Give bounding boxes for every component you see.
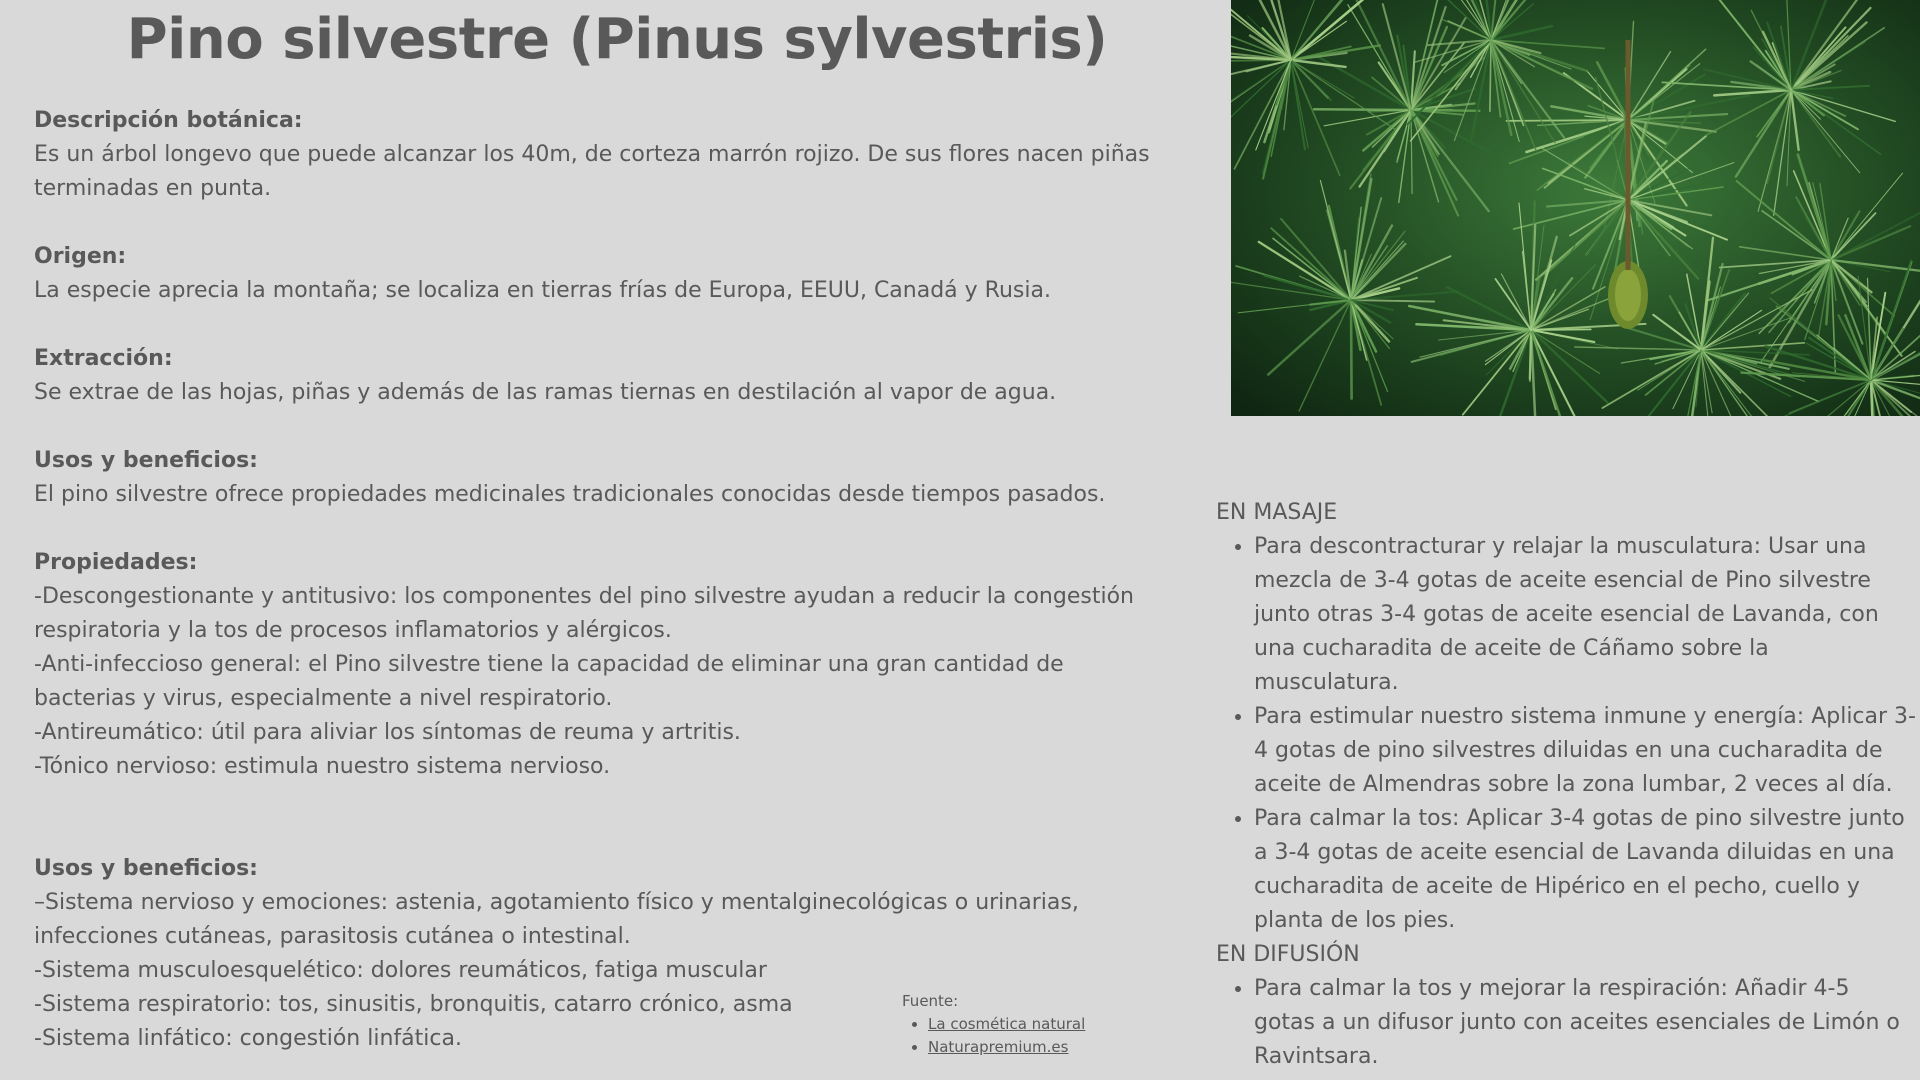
origin-heading: Origen:	[34, 244, 127, 269]
main-content	[34, 104, 1154, 1056]
massage-list	[1216, 530, 1916, 938]
source-item	[928, 1036, 1085, 1059]
list-item: • Para descontracturar y relajar la musculatura: Usar una mezcla de 3-4 gotas de aceite esencial de Pino silvestre junto otras 3-4 gotas de aceite esencial de Lavanda, con una cucharadita de aceite de Cáñamo sobre la musculatura.	[1254, 530, 1916, 700]
property-item: -Tónico nervioso: estimula nuestro sistema nervioso.	[34, 754, 611, 779]
properties-heading: Propiedades:	[34, 550, 198, 575]
list-item: • Para calmar la tos y mejorar la respiración: Añadir 4-5 gotas a un difusor junto con aceites esenciales de Limón o Ravintsara.	[1254, 972, 1916, 1074]
uses-system-item: -Sistema linfático: congestión linfática.	[34, 1026, 462, 1051]
property-item: -Descongestionante y antitusivo: los componentes del pino silvestre ayudan a reducir la congestión respiratoria y la tos de procesos inflamatorios y alérgicos.	[34, 584, 1134, 643]
pine-branch-photo	[1231, 0, 1920, 416]
description-heading: Descripción botánica:	[34, 108, 303, 133]
page-title: Pino silvestre (Pinus sylvestris)	[126, 7, 1108, 72]
description-text: Es un árbol longevo que puede alcanzar los 40m, de corteza marrón rojizo. De sus flores nacen piñas terminadas en punta.	[34, 142, 1150, 201]
uses-system-item: -Sistema respiratorio: tos, sinusitis, bronquitis, catarro crónico, asma	[34, 992, 793, 1017]
massage-heading: EN MASAJE	[1216, 500, 1338, 525]
uses-system-item: –Sistema nervioso y emociones: astenia, agotamiento físico y mentalginecológicas o urinarias, infecciones cutáneas, parasitosis cutánea o intestinal.	[34, 890, 1079, 949]
source-item	[928, 1013, 1085, 1036]
uses-systems-heading: Usos y beneficios:	[34, 856, 258, 881]
list-item: • Para calmar la tos: Aplicar 3-4 gotas de pino silvestre junto a 3-4 gotas de aceite esencial de Lavanda diluidas en una cucharadita de aceite de Hipérico en el pecho, cuello y planta de los pies.	[1254, 802, 1916, 938]
source-list	[902, 1013, 1085, 1059]
source-label: Fuente:	[902, 992, 959, 1010]
property-item: -Antireumático: útil para aliviar los síntomas de reuma y artritis.	[34, 720, 741, 745]
property-item: -Anti-infeccioso general: el Pino silvestre tiene la capacidad de eliminar una gran cantidad de bacterias y virus, especialmente a nivel respiratorio.	[34, 652, 1064, 711]
applications-panel	[1216, 496, 1916, 1074]
extraction-text: Se extrae de las hojas, piñas y además de las ramas tiernas en destilación al vapor de agua.	[34, 380, 1057, 405]
source-link-naturapremium[interactable]: Naturapremium.es	[928, 1038, 1069, 1056]
uses-text: El pino silvestre ofrece propiedades medicinales tradicionales conocidas desde tiempos pasados.	[34, 482, 1106, 507]
extraction-heading: Extracción:	[34, 346, 173, 371]
origin-text: La especie aprecia la montaña; se localiza en tierras frías de Europa, EEUU, Canadá y Rusia.	[34, 278, 1051, 303]
uses-system-item: -Sistema musculoesquelético: dolores reumáticos, fatiga muscular	[34, 958, 767, 983]
source-link-cosmetica[interactable]: La cosmética natural	[928, 1015, 1086, 1033]
source-block	[902, 990, 1085, 1059]
list-item: • Para estimular nuestro sistema inmune y energía: Aplicar 3-4 gotas de pino silvestres diluidas en una cucharadita de aceite de Almendras sobre la zona lumbar, 2 veces al día.	[1254, 700, 1916, 802]
diffusion-list	[1216, 972, 1916, 1074]
uses-heading: Usos y beneficios:	[34, 448, 258, 473]
diffusion-heading: EN DIFUSIÓN	[1216, 942, 1360, 967]
